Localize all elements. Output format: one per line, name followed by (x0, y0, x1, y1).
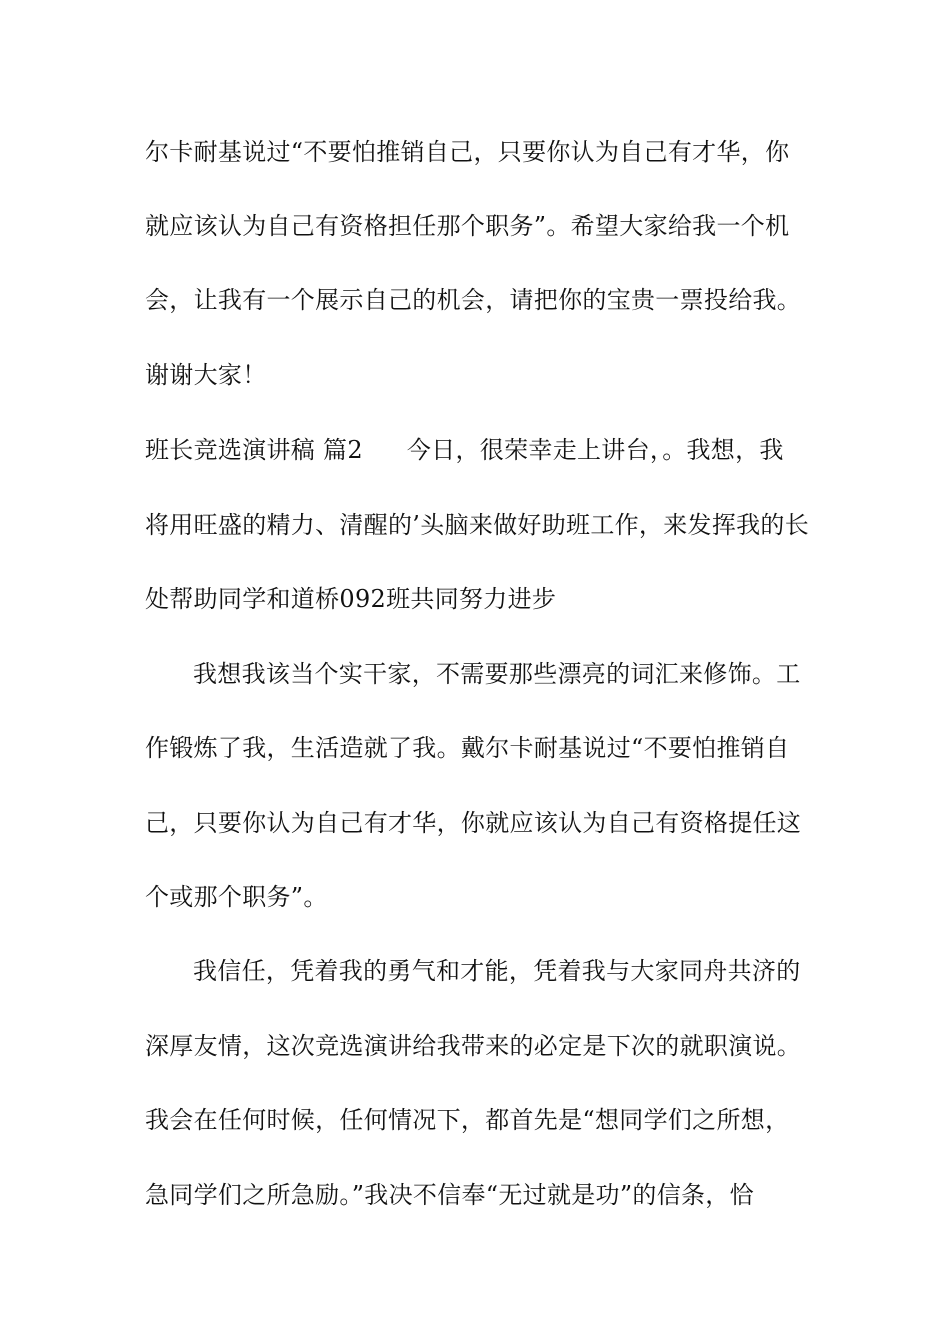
text-line: 处帮助同学和道桥092班共同努力进步 (145, 585, 557, 613)
text-line: 我会在任何时候，任何情况下，都首先是“想同学们之所想， (145, 1106, 790, 1134)
text-line: 会，让我有一个展示自己的机会，请把你的宝贵一票投给我。 (145, 286, 802, 314)
section-heading-line (145, 435, 810, 465)
section-first-line: 今日，很荣幸走上讲台，。我想，我 (406, 436, 784, 464)
text-line: 己，只要你认为自己有才华，你就应该认为自己有资格提任这 (145, 809, 802, 837)
paragraph-first-line: 我信任，凭着我的勇气和才能，凭着我与大家同舟共济的 (193, 957, 801, 985)
text-line: 个或那个职务”。 (145, 883, 328, 911)
paragraph-first-line: 我想我该当个实干家，不需要那些漂亮的词汇来修饰。工 (193, 660, 801, 688)
text-line: 将用旺盛的精力、清醒的’头脑来做好助班工作，来发挥我的长 (145, 511, 810, 539)
text-line: 谢谢大家！ (145, 361, 267, 389)
text-line: 作锻炼了我，生活造就了我。戴尔卡耐基说过“不要怕推销自 (145, 734, 790, 762)
text-line: 就应该认为自己有资格担任那个职务”。希望大家给我一个机 (145, 212, 790, 240)
text-line: 急同学们之所急励。”我决不信奉“无过就是功”的信条，恰 (145, 1181, 754, 1209)
text-line: 尔卡耐基说过“不要怕推销自己，只要你认为自己有才华，你 (145, 138, 790, 166)
text-line: 深厚友情，这次竞选演讲给我带来的必定是下次的就职演说。 (145, 1032, 802, 1060)
section-title: 班长竞选演讲稿 篇2 (145, 436, 363, 464)
